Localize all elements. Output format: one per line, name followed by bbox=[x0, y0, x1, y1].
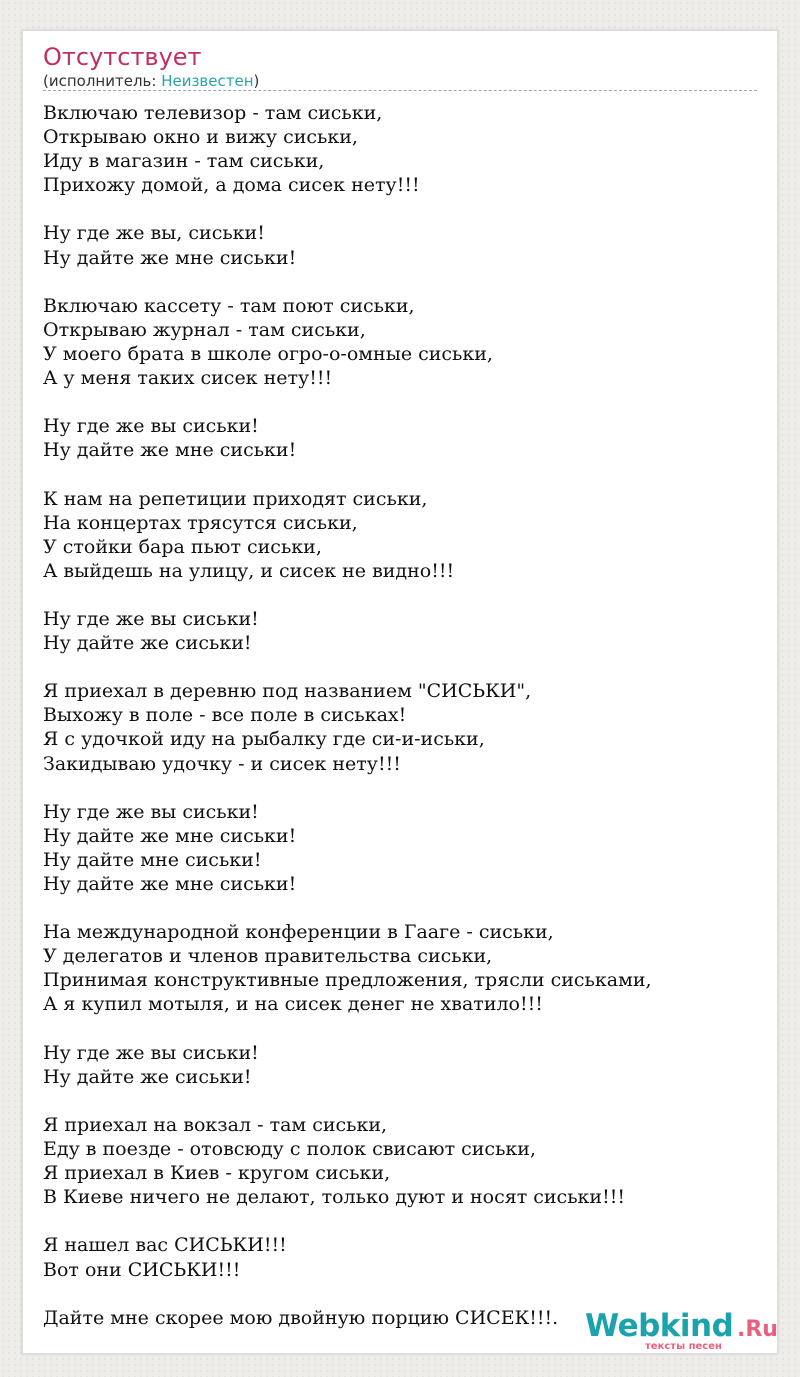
lyric-line: Включаю телевизор - там сиськи, bbox=[43, 102, 383, 124]
lyric-line: Я приехал в Киев - кругом сиськи, bbox=[43, 1162, 391, 1185]
lyric-line: Я с удочкой иду на рыбалку где си-и-иськи, bbox=[43, 728, 485, 751]
lyric-line: Я нашел вас СИСЬКИ!!! bbox=[43, 1234, 287, 1257]
lyric-line: На международной конференции в Гааге - сиськи, bbox=[43, 921, 554, 944]
webkind-logo[interactable] bbox=[585, 1308, 777, 1354]
lyric-line: Ну дайте же сиськи! bbox=[43, 632, 252, 655]
logo-tagline: тексты песен bbox=[645, 1341, 722, 1352]
lyric-line: Я приехал в деревню под названием "СИСЬКИ", bbox=[43, 680, 532, 703]
lyric-line bbox=[43, 1017, 759, 1041]
lyric-line: А я купил мотыля, и на сисек денег не хватило!!! bbox=[43, 993, 543, 1016]
lyric-line: У стойки бара пьют сиськи, bbox=[43, 535, 322, 558]
lyric-line: Иду в магазин - там сиськи, bbox=[43, 150, 325, 173]
lyric-line: Ну дайте же мне сиськи! bbox=[43, 439, 297, 462]
lyric-line bbox=[43, 776, 759, 800]
lyric-line: Ну дайте же мне сиськи! bbox=[43, 824, 297, 847]
lyric-line bbox=[43, 896, 759, 920]
lyric-line: А у меня таких сисек нету!!! bbox=[43, 367, 333, 390]
lyric-line bbox=[43, 390, 759, 414]
lyric-line bbox=[43, 197, 759, 221]
lyric-line: Ну где же вы сиськи! bbox=[43, 800, 259, 823]
lyric-line: Ну где же вы, сиськи! bbox=[43, 222, 265, 245]
logo-tld: .Ru bbox=[737, 1317, 778, 1342]
lyric-line: Открываю окно и вижу сиськи, bbox=[43, 126, 358, 149]
lyric-line bbox=[43, 1209, 759, 1233]
lyric-line bbox=[43, 583, 759, 607]
lyric-line: Открываю журнал - там сиськи, bbox=[43, 318, 366, 341]
lyrics-text bbox=[43, 101, 759, 1330]
lyric-line: Вот они СИСЬКИ!!! bbox=[43, 1258, 241, 1281]
artist-line bbox=[43, 71, 259, 91]
lyric-line: На концертах трясутся сиськи, bbox=[43, 511, 358, 534]
artist-suffix: ) bbox=[253, 72, 260, 90]
lyric-line: У моего брата в школе огро-о-омные сиськи, bbox=[43, 342, 493, 365]
lyric-line bbox=[43, 270, 759, 294]
lyric-line bbox=[43, 1282, 759, 1306]
lyric-line: Дайте мне скорее мою двойную порцию СИСЕК!!!. bbox=[43, 1306, 559, 1329]
lyric-line: Ну где же вы сиськи! bbox=[43, 415, 259, 438]
title-divider bbox=[43, 90, 757, 91]
logo-name: Webkind bbox=[585, 1308, 734, 1344]
lyric-line: Я приехал на вокзал - там сиськи, bbox=[43, 1113, 388, 1136]
lyric-line: Ну где же вы сиськи! bbox=[43, 607, 259, 630]
lyric-line bbox=[43, 462, 759, 486]
lyric-line: Ну дайте же мне сиськи! bbox=[43, 246, 297, 269]
lyric-line: Закидываю удочку - и сисек нету!!! bbox=[43, 752, 401, 775]
lyric-line: А выйдешь на улицу, и сисек не видно!!! bbox=[43, 559, 455, 582]
lyric-line: Выхожу в поле - все поле в сиськах! bbox=[43, 704, 407, 727]
song-title: Отсутствует bbox=[43, 43, 202, 71]
lyric-line: Включаю кассету - там поют сиськи, bbox=[43, 294, 415, 317]
lyric-line: Прихожу домой, а дома сисек нету!!! bbox=[43, 174, 420, 197]
lyric-line bbox=[43, 655, 759, 679]
lyric-line: У делегатов и членов правительства сиськи, bbox=[43, 945, 493, 968]
artist-link[interactable]: Неизвестен bbox=[161, 72, 254, 90]
lyrics-card bbox=[22, 30, 778, 1354]
lyric-line: К нам на репетиции приходят сиськи, bbox=[43, 487, 428, 510]
lyric-line: Ну где же вы сиськи! bbox=[43, 1041, 259, 1064]
lyric-line: Ну дайте же сиськи! bbox=[43, 1065, 252, 1088]
lyric-line: В Киеве ничего не делают, только дуют и носят сиськи!!! bbox=[43, 1186, 625, 1209]
lyric-line: Ну дайте мне сиськи! bbox=[43, 848, 262, 871]
lyric-line: Принимая конструктивные предложения, трясли сиськами, bbox=[43, 969, 652, 992]
lyric-line bbox=[43, 1089, 759, 1113]
artist-prefix: (исполнитель: bbox=[43, 72, 162, 90]
lyric-line: Еду в поезде - отовсюду с полок свисают сиськи, bbox=[43, 1138, 536, 1161]
lyric-line: Ну дайте же мне сиськи! bbox=[43, 873, 297, 895]
